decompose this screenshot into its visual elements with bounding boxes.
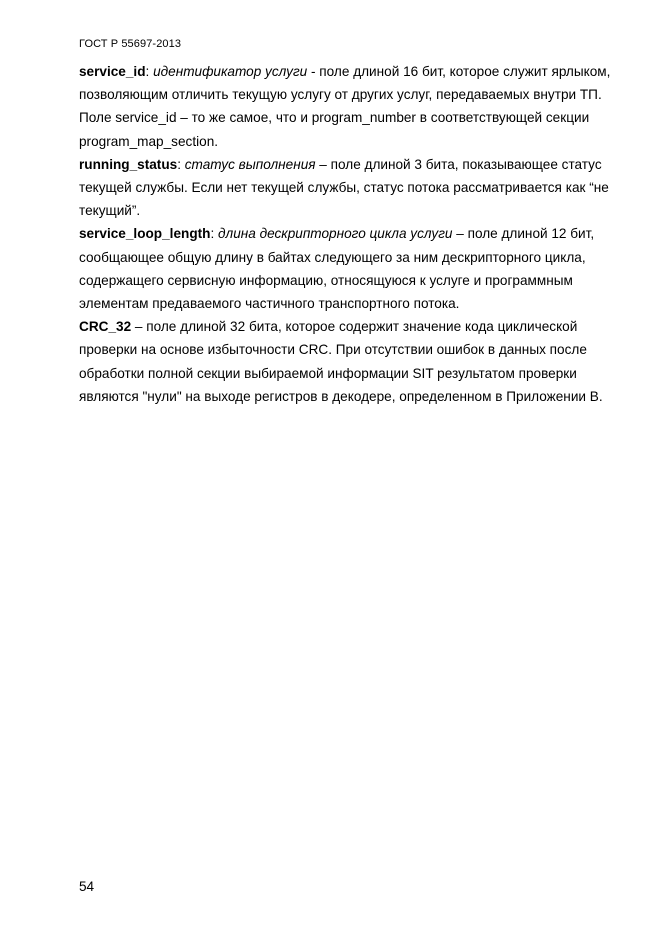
term-colon: : xyxy=(177,156,181,172)
term-description: длина дескрипторного цикла услуги xyxy=(218,226,453,242)
term-name: service_loop_length xyxy=(79,226,211,242)
term-description: статус выполнения xyxy=(184,156,316,172)
definition-service-loop-length xyxy=(79,222,619,315)
term-text: – поле длиной 12 бит, сообщающее общую длину в байтах следующего за ним дескрипторного цикла, содержащего сервисную информацию, относящуюся к услуге и программным элементам предаваемого частичного транспортного потока. xyxy=(79,226,595,312)
term-name: service_id xyxy=(79,64,146,79)
term-colon: : xyxy=(145,64,150,79)
document-header: ГОСТ Р 55697-2013 xyxy=(79,38,182,50)
definition-crc-32 xyxy=(79,315,619,408)
definition-running-status xyxy=(79,153,619,223)
term-text: - поле длиной 16 бит, которое служит ярлыком, позволяющим отличить текущую услугу от других услуг, передаваемых внутри ТП. Поле service_id – то же самое, что и program_number в соответствующей секции program_map_section. xyxy=(79,64,611,149)
page-number: 54 xyxy=(79,879,95,894)
term-name: CRC_32 xyxy=(79,319,132,335)
term-text: – поле длиной 32 бита, которое содержит значение кода циклической проверки на основе избыточности CRC. При отсутствии ошибок в данных после обработки полной секции выбираемой информации SIT результатом проверки являются "нули" на выходе регистров в декодере, определенном в Приложении В. xyxy=(79,319,603,404)
term-text: – поле длиной 3 бита, показывающее статус текущей службы. Если нет текущей службы, статус потока рассматривается как “не текущий”. xyxy=(79,156,609,219)
definition-service-id xyxy=(79,60,619,153)
term-description: идентификатор услуги xyxy=(153,64,308,79)
term-colon: : xyxy=(210,226,215,242)
document-body xyxy=(79,60,619,408)
term-name: running_status xyxy=(79,156,178,172)
